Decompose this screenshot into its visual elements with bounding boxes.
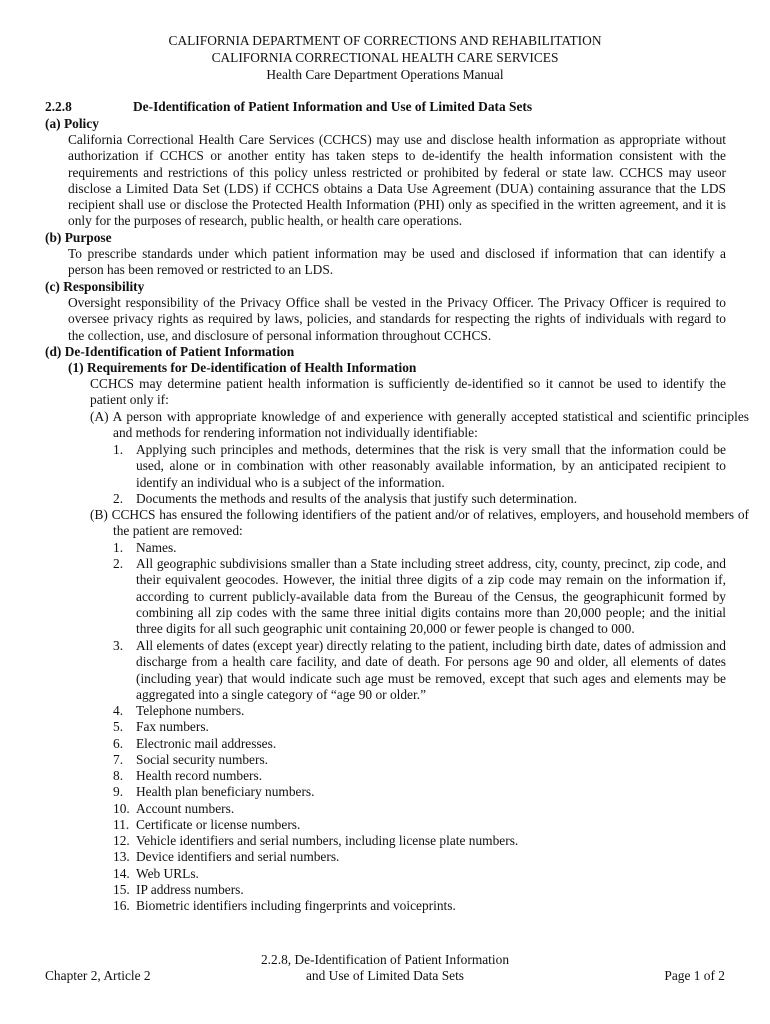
list-item-number: 13. [113,849,130,864]
list-item-number: 15. [113,882,130,897]
list-item-text: Electronic mail addresses. [136,736,277,751]
list-item-text: All geographic subdivisions smaller than a State including street address, city, county, precinct, zip code, and their equivalent geocodes. However, the initial three digits of a zip code may remain on the information if, according to current publicly-available data from the Bureau of the Census, the geographicunit formed by combining all zip codes with the same three initial digits contains more than 20,000 people; and the initial three digits for all such geographic unit containing 20,000 or fewer people is changed to 000. [136,556,726,637]
list-item-number: 12. [113,833,130,848]
list-item-text: Vehicle identifiers and serial numbers, including license plate numbers. [136,833,519,848]
list-item-number: 1. [113,540,124,555]
list-item-text: Certificate or license numbers. [136,817,301,832]
criteria-b-text: (B) CCHCS has ensured the following identifiers of the patient and/or of relatives, employers, and household members of the patient are removed: [90,507,749,539]
list-item-text: Names. [136,540,177,555]
list-item-text: Web URLs. [136,866,199,881]
list-item-number: 6. [113,736,124,751]
purpose-label: (b) Purpose [45,230,112,245]
criteria-a-text: (A) A person with appropriate knowledge of and experience with generally accepted statistical and scientific principles and methods for rendering information not individually identifiable: [90,409,749,441]
section-heading [45,99,532,115]
header-manual-title: Health Care Department Operations Manual [266,67,504,82]
deid-label: (d) De-Identification of Patient Information [45,344,295,359]
list-item-text: Biometric identifiers including fingerprints and voiceprints. [136,898,456,913]
list-item-number: 11. [113,817,130,832]
list-item-text: Social security numbers. [136,752,269,767]
list-item-number: 2. [113,556,124,571]
footer-title-line1: 2.2.8, De-Identification of Patient Information [260,952,510,967]
list-item-number: 4. [113,703,124,718]
deid-requirements-text: CCHCS may determine patient health information is sufficiently de-identified so it cannot be used to identify the patient only if: [90,376,726,408]
deid-requirements-label: (1) Requirements for De-identification of Health Information [68,360,417,375]
list-item-text: Device identifiers and serial numbers. [136,849,340,864]
list-item-text: Documents the methods and results of the analysis that justify such determination. [136,491,578,506]
policy-text: California Correctional Health Care Services (CCHCS) may use and disclose health information as appropriate without authorization if CCHCS or another entity has taken steps to de-identify the health information consistent with the requirements and restrictions of this policy unless restricted or prohibited by federal or state law. CCHCS may useor disclose a Limited Data Set (LDS) if CCHCS obtains a Data Use Agreement (DUA) containing assurance that the LDS recipient shall use or disclose the Protected Health Information (PHI) only as specified in the written agreement, and it is only for the purposes of research, public health, or health care operations. [68,132,726,229]
list-item-text: Fax numbers. [136,719,209,734]
responsibility-text: Oversight responsibility of the Privacy Office shall be vested in the Privacy Officer. The Privacy Officer is required to oversee privacy rights as required by laws, policies, and standards for respecting the rights of individuals with regard to the collection, use, and disclosure of personal information throughout CCHCS. [68,295,726,343]
list-item-text: IP address numbers. [136,882,244,897]
list-item-text: Account numbers. [136,801,235,816]
responsibility-label: (c) Responsibility [45,279,145,294]
section-title: De-Identification of Patient Information and Use of Limited Data Sets [133,99,533,114]
footer-title-line2: and Use of Limited Data Sets [305,968,465,983]
list-item-number: 7. [113,752,124,767]
list-item-number: 8. [113,768,124,783]
purpose-text: To prescribe standards under which patient information may be used and disclosed if information that can identify a person has been removed or restricted to an LDS. [68,246,726,278]
header-organization: CALIFORNIA CORRECTIONAL HEALTH CARE SERVICES [211,50,559,65]
list-item-number: 5. [113,719,124,734]
section-number: 2.2.8 [45,99,72,114]
list-item-text: Health record numbers. [136,768,263,783]
list-item-text: All elements of dates (except year) directly relating to the patient, including birth date, dates of admission and discharge from a health care facility, and date of death. For persons age 90 and older, all elements of dates (including year) that would indicate such age must be removed, except that such ages and elements may be aggregated into a single category of “age 90 or older.” [136,638,726,702]
list-item-number: 16. [113,898,130,913]
policy-label: (a) Policy [45,116,99,131]
list-item-text: Telephone numbers. [136,703,245,718]
list-item-number: 1. [113,442,124,457]
list-item-number: 14. [113,866,130,881]
header-department: CALIFORNIA DEPARTMENT OF CORRECTIONS AND REHABILITATION [168,33,602,48]
list-item-number: 3. [113,638,124,653]
footer-chapter: Chapter 2, Article 2 [45,968,151,983]
footer-page-number: Page 1 of 2 [664,968,725,983]
list-item-number: 9. [113,784,124,799]
list-item-text: Health plan beneficiary numbers. [136,784,315,799]
list-item-number: 10. [113,801,130,816]
list-item-text: Applying such principles and methods, determines that the risk is very small that the information could be used, alone or in combination with other reasonably available information, by an anticipated recipient to identify an individual who is a subject of the information. [136,442,726,490]
list-item-number: 2. [113,491,124,506]
